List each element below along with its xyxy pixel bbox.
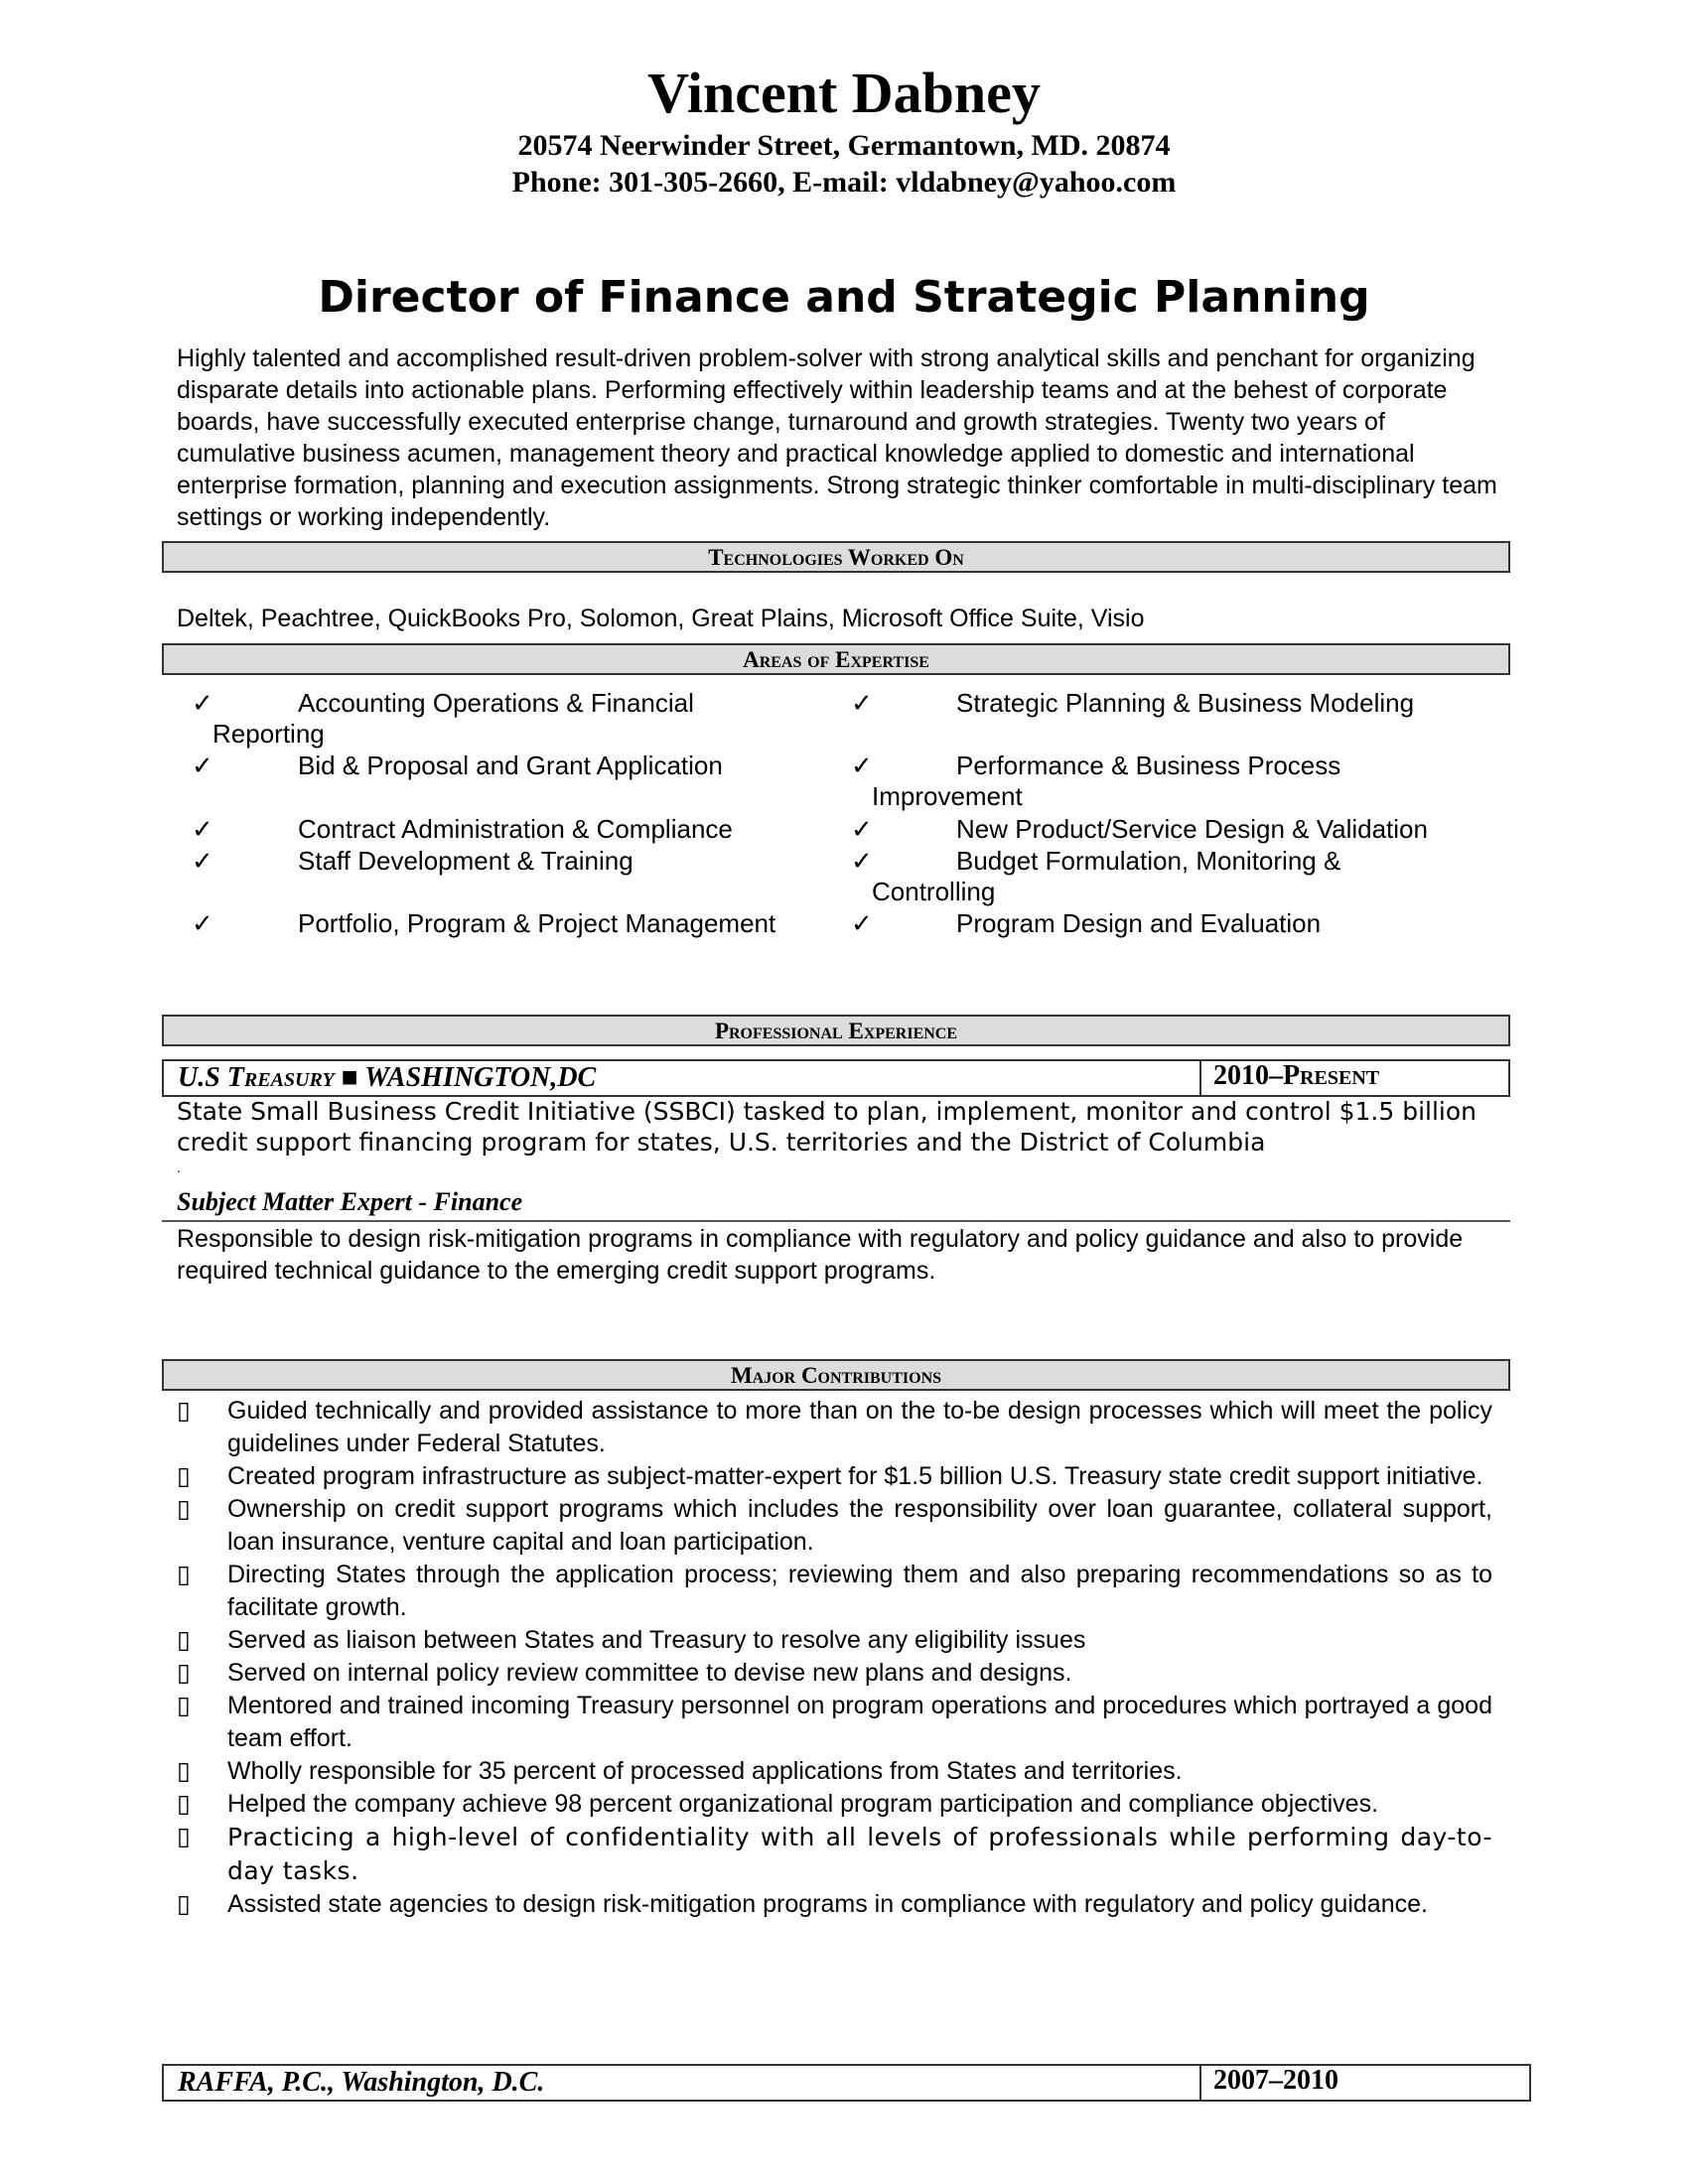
resume-title: Director of Finance and Strategic Planning bbox=[318, 272, 1370, 323]
bullet-icon: ▯ bbox=[177, 1659, 191, 1687]
expertise-item: Performance & Business Process bbox=[956, 751, 1341, 780]
contribution-text: Guided technically and provided assistance to more than on the to-be design processes which will meet the policy guidelines under Federal Statutes. bbox=[227, 1397, 1492, 1457]
bullet-icon: ▯ bbox=[177, 1495, 191, 1523]
job-dates: 2007–2010 bbox=[1199, 2064, 1338, 2102]
separator-square-icon: ■ bbox=[341, 1062, 358, 1093]
bullet-icon: ▯ bbox=[177, 1462, 191, 1490]
contribution-item bbox=[177, 1493, 1492, 1559]
contribution-item bbox=[177, 1821, 1492, 1888]
contributions-list bbox=[177, 1395, 1492, 1921]
contribution-item bbox=[177, 1395, 1492, 1460]
expertise-item-cont: Improvement bbox=[872, 781, 1023, 811]
location: WASHINGTON,DC bbox=[364, 1062, 597, 1093]
contribution-item bbox=[177, 1657, 1492, 1690]
bullet-icon: ▯ bbox=[177, 1823, 191, 1850]
check-icon: ✓ bbox=[851, 688, 873, 718]
contribution-text: Wholly responsible for 35 percent of processed applications from States and territories. bbox=[227, 1757, 1183, 1785]
expertise-item: Portfolio, Program & Project Management bbox=[298, 908, 776, 938]
contribution-text: Assisted state agencies to design risk-mitigation programs in compliance with regulatory and policy guidance. bbox=[227, 1890, 1428, 1918]
contribution-text: Served on internal policy review committee to devise new plans and designs. bbox=[227, 1659, 1072, 1687]
contribution-item bbox=[177, 1460, 1492, 1493]
contact-info: Phone: 301-305-2660, E-mail: vldabney@yahoo.com bbox=[511, 166, 1177, 199]
bullet-icon: ▯ bbox=[177, 1561, 191, 1588]
expertise-item: Contract Administration & Compliance bbox=[298, 814, 733, 844]
job-description: State Small Business Credit Initiative (SSBCI) tasked to plan, implement, monitor and control $1.5 billion credit support financing program for states, U.S. territories and the District of Columbia bbox=[177, 1097, 1477, 1157]
contribution-item bbox=[177, 1559, 1492, 1624]
expertise-item: Strategic Planning & Business Modeling bbox=[956, 688, 1415, 718]
expertise-item: Budget Formulation, Monitoring & bbox=[956, 846, 1341, 876]
employer: RAFFA, P.C., Washington, D.C. bbox=[178, 2067, 545, 2098]
contribution-item bbox=[177, 1624, 1492, 1657]
bullet-icon: ▯ bbox=[177, 1692, 191, 1719]
expertise-heading: Areas of Expertise bbox=[162, 643, 1510, 675]
contribution-item bbox=[177, 1690, 1492, 1755]
job-header-raffa bbox=[162, 2064, 1531, 2102]
expertise-item-cont: Reporting bbox=[212, 719, 325, 749]
candidate-name: Vincent Dabney bbox=[647, 61, 1041, 125]
contribution-text: Served as liaison between States and Treasury to resolve any eligibility issues bbox=[227, 1626, 1086, 1654]
stray-dot: . bbox=[177, 1160, 181, 1175]
check-icon: ✓ bbox=[192, 814, 213, 844]
check-icon: ✓ bbox=[192, 688, 213, 718]
address: 20574 Neerwinder Street, Germantown, MD. 20874 bbox=[517, 129, 1171, 162]
technologies-list: Deltek, Peachtree, QuickBooks Pro, Solomon, Great Plains, Microsoft Office Suite, Visio bbox=[177, 605, 1145, 632]
expertise-item: Program Design and Evaluation bbox=[956, 908, 1322, 938]
summary: Highly talented and accomplished result-driven problem-solver with strong analytical skills and penchant for organizing disparate details into actionable plans. Performing effectively within leadership teams and at the behest of corporate boards, have successfully executed enterprise change, turnaround and growth strategies. Twenty two years of cumulative business acumen, management theory and practical knowledge applied to domestic and international enterprise formation, planning and execution assignments. Strong strategic thinker comfortable in multi-disciplinary team settings or working independently. bbox=[177, 344, 1497, 531]
expertise-item: New Product/Service Design & Validation bbox=[956, 814, 1428, 844]
job-role: Subject Matter Expert - Finance bbox=[177, 1187, 523, 1216]
bullet-icon: ▯ bbox=[177, 1626, 191, 1654]
contribution-text: Created program infrastructure as subject-matter-expert for $1.5 billion U.S. Treasury state credit support initiative. bbox=[227, 1462, 1483, 1490]
expertise-item: Bid & Proposal and Grant Application bbox=[298, 751, 723, 780]
contribution-item bbox=[177, 1788, 1492, 1821]
contribution-text: Mentored and trained incoming Treasury personnel on program operations and procedures which portrayed a good team effort. bbox=[227, 1692, 1492, 1752]
role-divider bbox=[162, 1220, 1510, 1222]
check-icon: ✓ bbox=[192, 751, 213, 780]
bullet-icon: ▯ bbox=[177, 1790, 191, 1818]
check-icon: ✓ bbox=[851, 908, 873, 938]
check-icon: ✓ bbox=[192, 908, 213, 938]
contribution-text: Practicing a high-level of confidentiality with all levels of professionals while performing day-to-day tasks. bbox=[227, 1823, 1492, 1885]
role-description: Responsible to design risk-mitigation programs in compliance with regulatory and policy guidance and also to provide required technical guidance to the emerging credit support programs. bbox=[177, 1225, 1464, 1285]
expertise-item: Accounting Operations & Financial bbox=[298, 688, 694, 718]
contributions-heading: Major Contributions bbox=[162, 1359, 1510, 1391]
contribution-item bbox=[177, 1755, 1492, 1788]
expertise-item: Staff Development & Training bbox=[298, 846, 633, 876]
bullet-icon: ▯ bbox=[177, 1397, 191, 1425]
bullet-icon: ▯ bbox=[177, 1890, 191, 1918]
check-icon: ✓ bbox=[851, 846, 873, 876]
contribution-text: Ownership on credit support programs which includes the responsibility over loan guarantee, collateral support, loan insurance, venture capital and loan participation. bbox=[227, 1495, 1492, 1556]
experience-heading: Professional Experience bbox=[162, 1015, 1510, 1046]
job-header-treasury bbox=[162, 1059, 1510, 1097]
check-icon: ✓ bbox=[851, 814, 873, 844]
technologies-heading: Technologies Worked On bbox=[162, 541, 1510, 573]
contribution-text: Directing States through the application process; reviewing them and also preparing recommendations so as to facilitate growth. bbox=[227, 1561, 1492, 1621]
check-icon: ✓ bbox=[851, 751, 873, 780]
expertise-list bbox=[0, 688, 1688, 946]
contribution-text: Helped the company achieve 98 percent organizational program participation and compliance objectives. bbox=[227, 1790, 1379, 1818]
contribution-item bbox=[177, 1888, 1492, 1921]
bullet-icon: ▯ bbox=[177, 1757, 191, 1785]
check-icon: ✓ bbox=[192, 846, 213, 876]
job-dates: 2010–Present bbox=[1199, 1059, 1379, 1097]
expertise-item-cont: Controlling bbox=[872, 877, 996, 906]
employer: U.S Treasury bbox=[178, 1062, 335, 1093]
